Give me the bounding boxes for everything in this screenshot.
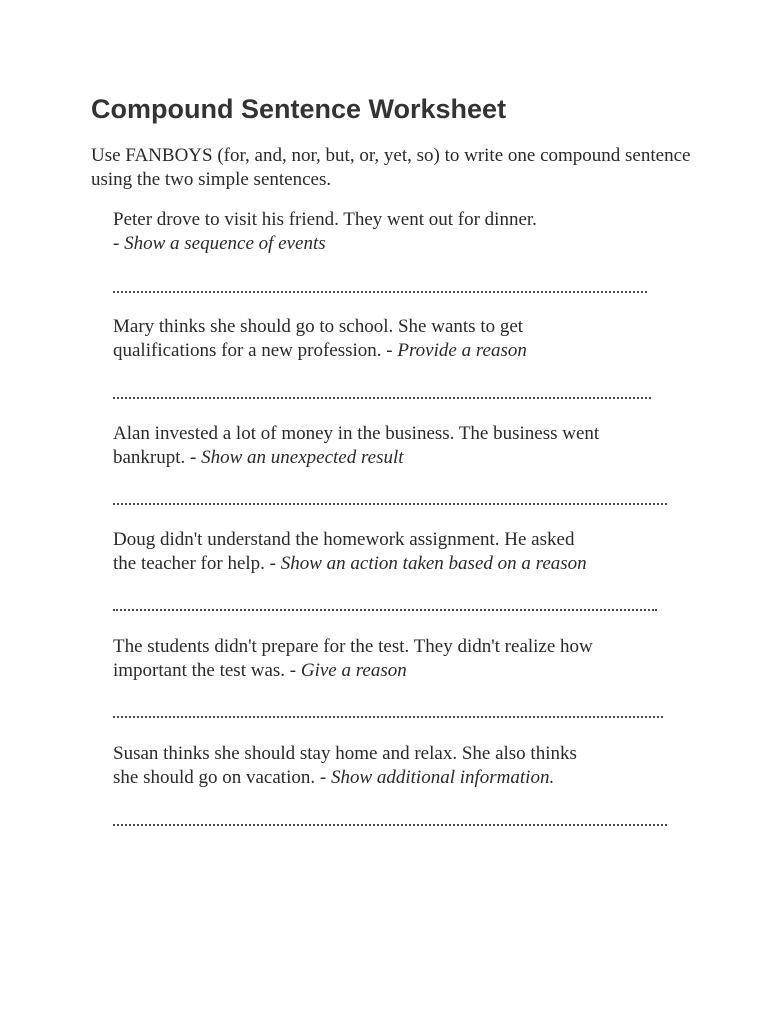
sentence-line: Mary thinks she should go to school. She wants to get — [113, 316, 524, 337]
sentence-line: The students didn't prepare for the test. They didn't realize how — [113, 636, 593, 657]
answer-line[interactable] — [113, 714, 663, 718]
sentence-line — [113, 552, 703, 576]
sentence-text: important the test was. - — [113, 660, 301, 681]
hint-text: Show additional information. — [330, 767, 555, 788]
hint-text: Provide a reason — [397, 340, 527, 361]
sentence-line: Peter drove to visit his friend. They went out for dinner. — [113, 209, 537, 230]
exercise-item — [113, 742, 703, 790]
hint-text: Give a reason — [300, 660, 407, 681]
answer-line[interactable] — [113, 607, 657, 611]
exercise-item — [113, 635, 703, 683]
sentence-line — [113, 659, 703, 683]
hint-text: Show an unexpected result — [201, 447, 404, 468]
answer-line[interactable] — [113, 395, 651, 399]
sentence-text: the teacher for help. - — [113, 553, 281, 574]
answer-line[interactable] — [113, 822, 667, 826]
hint-text: Show an action taken based on a reason — [280, 553, 587, 574]
sentence-line — [113, 766, 703, 790]
sentence-line — [113, 446, 703, 470]
exercise-item — [113, 208, 703, 256]
hint-text: Show a sequence of events — [124, 233, 326, 254]
page-title: Compound Sentence Worksheet — [91, 94, 507, 124]
sentence-line — [113, 339, 703, 363]
sentence-text: she should go on vacation. - — [113, 767, 331, 788]
sentence-text: - — [113, 233, 125, 254]
sentence-line — [113, 232, 703, 256]
sentence-line: Susan thinks she should stay home and relax. She also thinks — [113, 743, 577, 764]
sentence-line: Doug didn't understand the homework assignment. He asked — [113, 529, 575, 550]
answer-line[interactable] — [113, 501, 667, 505]
sentence-line: Alan invested a lot of money in the business. The business went — [113, 423, 600, 444]
exercise-item — [113, 315, 703, 363]
sentence-text: qualifications for a new profession. - — [113, 340, 398, 361]
instructions: Use FANBOYS (for, and, nor, but, or, yet, so) to write one compound sentence using the two simple sentences. — [91, 145, 691, 190]
sentence-text: bankrupt. - — [113, 447, 202, 468]
exercise-item — [113, 422, 703, 470]
answer-line[interactable] — [113, 289, 647, 293]
exercise-item — [113, 528, 703, 576]
